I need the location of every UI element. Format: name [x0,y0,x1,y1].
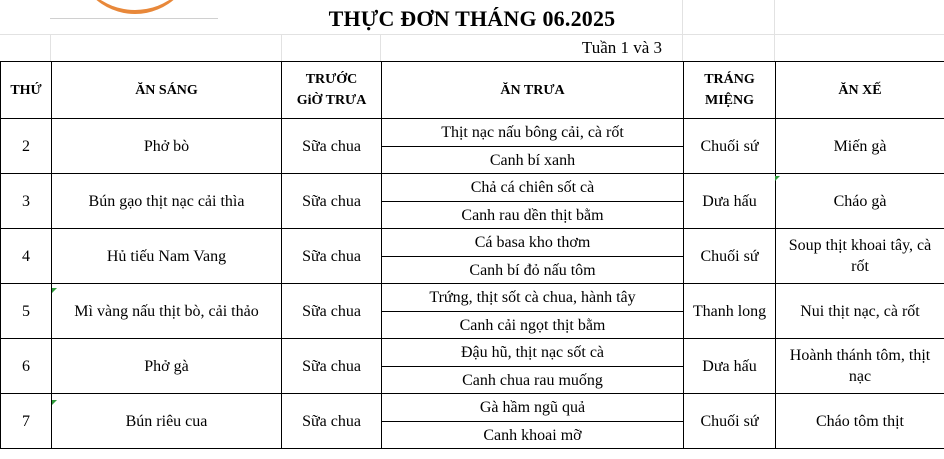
cell-an-trua-main[interactable]: Gà hầm ngũ quả [382,394,684,422]
cell-an-sang[interactable]: Phở bò [52,119,282,174]
cell-truoc-gio-trua[interactable]: Sữa chua [282,119,382,174]
cell-comment-marker [52,288,57,293]
cell-an-trua-soup[interactable]: Canh cải ngọt thịt bằm [382,312,684,339]
cell-an-trua-soup[interactable]: Canh bí đỏ nấu tôm [382,257,684,284]
gridline [50,34,51,61]
page-subtitle: Tuần 1 và 3 [581,38,663,57]
cell-comment-marker [52,400,57,405]
gridline [0,34,944,35]
cell-trang-mieng[interactable]: Thanh long [684,284,776,339]
table-row [1,174,944,202]
cell-truoc-gio-trua[interactable]: Sữa chua [282,284,382,339]
cell-thu[interactable]: 4 [1,229,52,284]
cell-thu[interactable]: 5 [1,284,52,339]
cell-thu[interactable]: 7 [1,394,52,449]
menu-table [0,61,944,449]
cell-comment-marker [775,176,780,181]
cell-an-trua-main[interactable]: Trứng, thịt sốt cà chua, hành tây [382,284,684,312]
cell-trang-mieng[interactable]: Chuối sứ [684,394,776,449]
cell-trang-mieng[interactable]: Dưa hấu [684,174,776,229]
cell-an-sang[interactable]: Bún gạo thịt nạc cải thìa [52,174,282,229]
cell-an-xe[interactable]: Cháo gà [776,174,944,229]
cell-an-trua-main[interactable]: Chả cá chiên sốt cà [382,174,684,202]
table-row [1,284,944,312]
cell-an-sang[interactable]: Mì vàng nấu thịt bò, cải thảo [52,284,282,339]
cell-an-xe[interactable]: Miến gà [776,119,944,174]
table-header-row [1,62,944,119]
cell-an-trua-soup[interactable]: Canh rau dền thịt bằm [382,202,684,229]
header-an-sang: ĂN SÁNG [52,62,282,119]
table-row [1,339,944,367]
cell-an-sang[interactable]: Hủ tiếu Nam Vang [52,229,282,284]
gridline [281,34,282,61]
cell-an-xe[interactable]: Nui thịt nạc, cà rốt [776,284,944,339]
cell-an-trua-main[interactable]: Cá basa kho thơm [382,229,684,257]
cell-thu[interactable]: 2 [1,119,52,174]
header-an-trua: ĂN TRƯA [382,62,684,119]
cell-an-trua-soup[interactable]: Canh bí xanh [382,147,684,174]
header-an-xe: ĂN XẾ [776,62,944,119]
cell-trang-mieng[interactable]: Chuối sứ [684,229,776,284]
table-row [1,229,944,257]
cell-trang-mieng[interactable]: Dưa hấu [684,339,776,394]
cell-an-xe[interactable]: Cháo tôm thịt [776,394,944,449]
table-row [1,394,944,422]
cell-thu[interactable]: 6 [1,339,52,394]
cell-truoc-gio-trua[interactable]: Sữa chua [282,174,382,229]
cell-truoc-gio-trua[interactable]: Sữa chua [282,339,382,394]
header-trang-mieng: TRÁNG MIỆNG [684,62,776,119]
cell-an-xe[interactable]: Hoành thánh tôm, thịt nạc [776,339,944,394]
cell-trang-mieng[interactable]: Chuối sứ [684,119,776,174]
page-title: THỰC ĐƠN THÁNG 06.2025 [328,6,616,31]
header-truoc-gio-trua: TRƯỚC GiỜ TRƯA [282,62,382,119]
cell-an-trua-main[interactable]: Đậu hũ, thịt nạc sốt cà [382,339,684,367]
table-row [1,119,944,147]
cell-an-trua-soup[interactable]: Canh khoai mỡ [382,422,684,449]
cell-thu[interactable]: 3 [1,174,52,229]
cell-an-sang[interactable]: Phở gà [52,339,282,394]
cell-truoc-gio-trua[interactable]: Sữa chua [282,394,382,449]
cell-an-trua-main[interactable]: Thịt nạc nấu bông cải, cà rốt [382,119,684,147]
cell-an-trua-soup[interactable]: Canh chua rau muống [382,367,684,394]
header-thu: THỨ [1,62,52,119]
cell-an-xe[interactable]: Soup thịt khoai tây, cà rốt [776,229,944,284]
cell-truoc-gio-trua[interactable]: Sữa chua [282,229,382,284]
cell-an-sang[interactable]: Bún riêu cua [52,394,282,449]
